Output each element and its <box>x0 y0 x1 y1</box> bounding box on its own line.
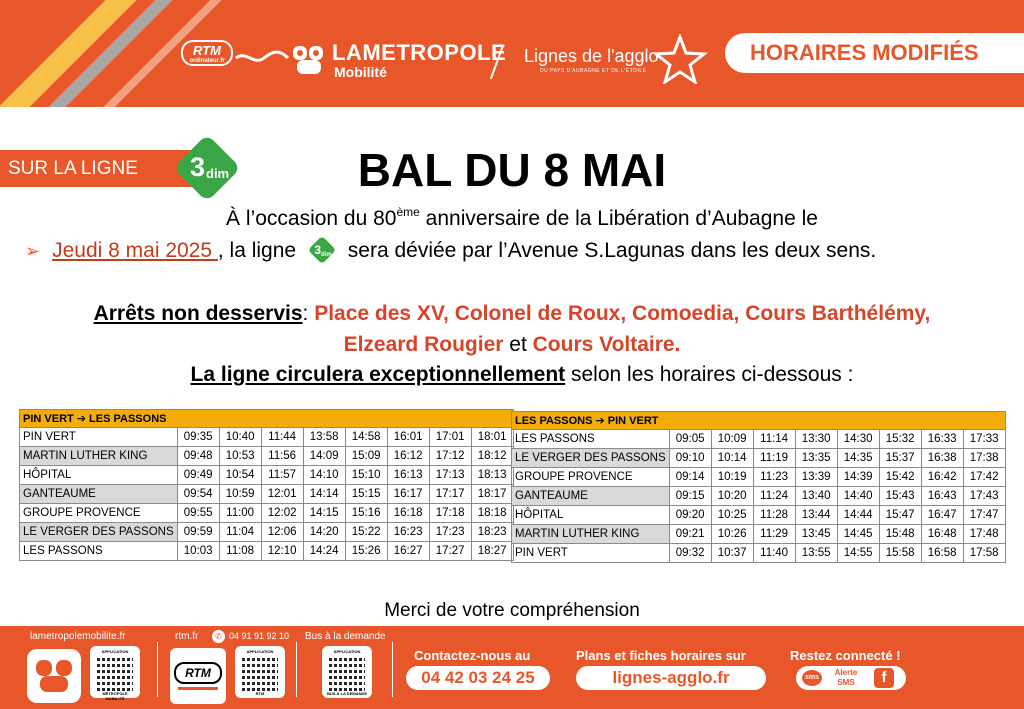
departure-time: 15:58 <box>879 544 921 563</box>
rtm-app-stripe <box>178 687 218 690</box>
table-row <box>512 430 1006 449</box>
departure-time: 09:10 <box>669 449 711 468</box>
table-row <box>20 428 514 447</box>
departure-time: 09:49 <box>177 466 219 485</box>
departure-time: 17:23 <box>429 523 471 542</box>
facebook-icon[interactable]: f <box>874 668 894 688</box>
arrets-list-2: Elzeard Rougier <box>343 333 504 356</box>
stop-name: LES PASSONS <box>20 542 178 561</box>
departure-time: 10:40 <box>219 428 261 447</box>
departure-time: 13:35 <box>795 449 837 468</box>
stop-name: LES PASSONS <box>512 430 670 449</box>
departure-time: 15:22 <box>345 523 387 542</box>
metropole-site-link[interactable]: lametropolemobilite.fr <box>30 631 126 642</box>
departure-time: 11:28 <box>753 506 795 525</box>
departure-time: 09:05 <box>669 430 711 449</box>
departure-time: 11:24 <box>753 487 795 506</box>
rtm-app-icon <box>170 648 226 704</box>
table-row <box>512 449 1006 468</box>
departure-time: 10:37 <box>711 544 753 563</box>
deviation-end: sera déviée par l’Avenue S.Lagunas dans les deux sens. <box>341 239 877 262</box>
agglo-name: Lignes de l'agglo <box>524 46 659 66</box>
metropole-app-icon <box>26 648 82 704</box>
header-banner <box>0 0 1024 107</box>
departure-time: 14:10 <box>303 466 345 485</box>
intro-after: anniversaire de la Libération d’Aubagne le <box>419 207 818 230</box>
agglo-subtitle: DU PAYS D'AUBAGNE ET DE L'ÉTOILE <box>540 68 647 74</box>
departure-time: 11:00 <box>219 504 261 523</box>
stop-name: MARTIN LUTHER KING <box>512 525 670 544</box>
departure-time: 09:32 <box>669 544 711 563</box>
departure-time: 11:57 <box>261 466 303 485</box>
qr-code-pattern <box>242 655 278 691</box>
departure-time: 17:13 <box>429 466 471 485</box>
stop-name: HÔPITAL <box>512 506 670 525</box>
departure-time: 16:27 <box>387 542 429 561</box>
departure-time: 10:20 <box>711 487 753 506</box>
departure-time: 10:19 <box>711 468 753 487</box>
stop-name: GANTEAUME <box>512 487 670 506</box>
departure-time: 17:18 <box>429 504 471 523</box>
phone-icon: ✆ <box>212 630 225 643</box>
stop-name: LE VERGER DES PASSONS <box>512 449 670 468</box>
departure-time: 14:35 <box>837 449 879 468</box>
departure-time: 18:17 <box>471 485 513 504</box>
departure-time: 15:47 <box>879 506 921 525</box>
departure-time: 17:42 <box>963 468 1005 487</box>
departure-time: 15:43 <box>879 487 921 506</box>
table-row <box>20 523 514 542</box>
departure-time: 17:58 <box>963 544 1005 563</box>
departure-time: 18:23 <box>471 523 513 542</box>
departure-time: 16:18 <box>387 504 429 523</box>
departure-time: 15:42 <box>879 468 921 487</box>
departure-time: 14:20 <box>303 523 345 542</box>
departure-time: 11:08 <box>219 542 261 561</box>
rtm-phone: 04 91 91 92 10 <box>229 631 290 641</box>
arrets-list-3: Cours Voltaire. <box>532 333 681 356</box>
departure-time: 09:59 <box>177 523 219 542</box>
departure-time: 14:09 <box>303 447 345 466</box>
departure-time: 14:45 <box>837 525 879 544</box>
timetable-header-row <box>512 412 1006 430</box>
qr-code-pattern <box>97 655 133 691</box>
intro-sup: ème <box>396 205 420 219</box>
departure-time: 09:54 <box>177 485 219 504</box>
departure-time: 14:40 <box>837 487 879 506</box>
departure-time: 11:44 <box>261 428 303 447</box>
line-3dim-small-badge-icon <box>302 237 342 263</box>
departure-time: 16:38 <box>921 449 963 468</box>
departure-time: 10:26 <box>711 525 753 544</box>
departure-time: 15:09 <box>345 447 387 466</box>
departure-time: 12:01 <box>261 485 303 504</box>
departure-time: 11:29 <box>753 525 795 544</box>
rtm-site-link[interactable]: rtm.fr <box>175 631 199 642</box>
departure-time: 16:12 <box>387 447 429 466</box>
departure-time: 15:48 <box>879 525 921 544</box>
qr3-caption: BUS À LA DEMANDE <box>326 691 368 696</box>
departure-time: 14:30 <box>837 430 879 449</box>
table-row <box>512 506 1006 525</box>
departure-time: 14:44 <box>837 506 879 525</box>
stop-name: GROUPE PROVENCE <box>20 504 178 523</box>
departure-time: 09:55 <box>177 504 219 523</box>
departure-time: 10:14 <box>711 449 753 468</box>
alerte-sms-button[interactable] <box>796 666 906 690</box>
departure-time: 16:48 <box>921 525 963 544</box>
rtm-logo: RTM ordinateur.fr <box>181 40 233 66</box>
intro-before: À l’occasion du 80 <box>226 207 397 230</box>
divider <box>157 642 158 697</box>
departure-time: 16:23 <box>387 523 429 542</box>
departure-time: 14:14 <box>303 485 345 504</box>
page-title: BAL DU 8 MAI <box>357 144 667 196</box>
departure-time: 11:40 <box>753 544 795 563</box>
departure-time: 16:47 <box>921 506 963 525</box>
departure-time: 13:40 <box>795 487 837 506</box>
departure-time: 09:15 <box>669 487 711 506</box>
table-row <box>20 447 514 466</box>
departure-time: 13:44 <box>795 506 837 525</box>
departure-time: 14:58 <box>345 428 387 447</box>
contact-label: Contactez-nous au <box>414 648 531 663</box>
sms-icon: sms <box>802 670 822 686</box>
stop-name: LE VERGER DES PASSONS <box>20 523 178 542</box>
departure-time: 09:20 <box>669 506 711 525</box>
arrets-non-desservis <box>0 298 1024 360</box>
departure-time: 15:10 <box>345 466 387 485</box>
table-row <box>512 468 1006 487</box>
departure-time: 10:03 <box>177 542 219 561</box>
arrets-label: Arrêts non desservis <box>93 302 303 325</box>
departure-time: 09:48 <box>177 447 219 466</box>
departure-time: 16:17 <box>387 485 429 504</box>
departure-time: 09:21 <box>669 525 711 544</box>
alerte-sms-label: Alerte SMS <box>834 668 858 687</box>
departure-time: 14:39 <box>837 468 879 487</box>
departure-time: 16:01 <box>387 428 429 447</box>
departure-time: 18:27 <box>471 542 513 561</box>
horaires-modifies-banner: HORAIRES MODIFIÉS <box>750 40 979 65</box>
table-row <box>512 487 1006 506</box>
qr-code-metropole[interactable] <box>90 646 140 701</box>
departure-time: 17:43 <box>963 487 1005 506</box>
departure-time: 12:02 <box>261 504 303 523</box>
metropole-name: LAMETROPOLE <box>332 40 507 65</box>
departure-time: 15:26 <box>345 542 387 561</box>
divider <box>296 642 297 697</box>
departure-time: 12:06 <box>261 523 303 542</box>
departure-time: 11:14 <box>753 430 795 449</box>
departure-time: 11:04 <box>219 523 261 542</box>
plans-label: Plans et fiches horaires sur <box>576 648 746 663</box>
stop-name: MARTIN LUTHER KING <box>20 447 178 466</box>
departure-time: 10:54 <box>219 466 261 485</box>
small-badge-suffix: dim <box>320 252 332 258</box>
departure-time: 15:15 <box>345 485 387 504</box>
departure-time: 13:45 <box>795 525 837 544</box>
circulation-rest: selon les horaires ci-dessous : <box>565 363 854 386</box>
departure-time: 11:19 <box>753 449 795 468</box>
departure-time: 15:32 <box>879 430 921 449</box>
departure-time: 16:43 <box>921 487 963 506</box>
table-row <box>20 542 514 561</box>
departure-time: 13:30 <box>795 430 837 449</box>
departure-time: 14:15 <box>303 504 345 523</box>
departure-time: 17:01 <box>429 428 471 447</box>
departure-time: 17:33 <box>963 430 1005 449</box>
qr3-top: APPLICATION <box>333 649 361 654</box>
metropole-subtitle: Mobilité <box>334 64 387 80</box>
contact-phone[interactable]: 04 42 03 24 25 <box>406 666 550 690</box>
departure-time: 18:13 <box>471 466 513 485</box>
metropole-logo-icon <box>291 42 327 78</box>
table-row <box>512 525 1006 544</box>
merci-message: Merci de votre compréhension <box>384 600 640 621</box>
table-row <box>512 544 1006 563</box>
qr2-caption: RTM <box>255 691 265 696</box>
qr1-top: APPLICATION <box>101 649 129 654</box>
departure-time: 13:55 <box>795 544 837 563</box>
departure-time: 14:24 <box>303 542 345 561</box>
departure-time: 11:56 <box>261 447 303 466</box>
badge-suffix: dim <box>206 166 230 181</box>
stop-name: PIN VERT <box>512 544 670 563</box>
deviation-line <box>25 237 876 263</box>
table-row <box>20 504 514 523</box>
departure-time: 16:42 <box>921 468 963 487</box>
qr-code-pattern <box>329 655 365 691</box>
qr-code-rtm[interactable] <box>235 646 285 698</box>
direction-header: LES PASSONS ➔ PIN VERT <box>512 412 1006 430</box>
stop-name: PIN VERT <box>20 428 178 447</box>
departure-time: 18:18 <box>471 504 513 523</box>
departure-time: 09:35 <box>177 428 219 447</box>
departure-time: 10:25 <box>711 506 753 525</box>
departure-time: 13:58 <box>303 428 345 447</box>
departure-time: 09:14 <box>669 468 711 487</box>
departure-time: 10:53 <box>219 447 261 466</box>
departure-time: 13:39 <box>795 468 837 487</box>
departure-time: 17:27 <box>429 542 471 561</box>
qr1-caption: MÉTROPOLE MOBILITÉ <box>102 691 128 701</box>
departure-time: 10:59 <box>219 485 261 504</box>
small-badge-number: 3 <box>314 243 321 257</box>
stop-name: HÔPITAL <box>20 466 178 485</box>
departure-time: 18:01 <box>471 428 513 447</box>
departure-time: 15:37 <box>879 449 921 468</box>
arrets-et: et <box>503 333 533 356</box>
timetable-pin-vert-to-les-passons <box>19 409 514 561</box>
departure-time: 10:09 <box>711 430 753 449</box>
social-label: Restez connecté ! <box>790 648 901 663</box>
qr2-top: APPLICATION <box>246 649 274 654</box>
table-row <box>20 466 514 485</box>
divider <box>392 642 393 697</box>
timetable-les-passons-to-pin-vert <box>511 411 1006 563</box>
timetable-header-row <box>20 410 514 428</box>
departure-time: 17:12 <box>429 447 471 466</box>
wave-icon <box>234 48 290 68</box>
departure-time: 12:10 <box>261 542 303 561</box>
departure-time: 11:23 <box>753 468 795 487</box>
direction-header: PIN VERT ➔ LES PASSONS <box>20 410 514 428</box>
sur-la-ligne-label: SUR LA LIGNE <box>8 158 138 179</box>
star-icon <box>652 34 708 84</box>
table-row <box>20 485 514 504</box>
bullet-arrow-icon: ➢ <box>25 241 41 261</box>
bus-a-la-demande: Bus à la demande <box>305 631 386 642</box>
circulation-bold: La ligne circulera exceptionnellement <box>190 363 566 386</box>
stop-name: GANTEAUME <box>20 485 178 504</box>
departure-time: 15:16 <box>345 504 387 523</box>
plans-site-link[interactable]: lignes-agglo.fr <box>576 666 766 690</box>
deviation-mid: , la ligne <box>217 239 302 262</box>
circulation-notice <box>0 363 1024 387</box>
departure-time: 17:38 <box>963 449 1005 468</box>
departure-time: 18:12 <box>471 447 513 466</box>
intro-line <box>0 205 1024 231</box>
departure-time: 17:47 <box>963 506 1005 525</box>
arrets-colon: : <box>302 302 315 325</box>
footer <box>0 626 1024 709</box>
departure-time: 17:48 <box>963 525 1005 544</box>
departure-time: 16:13 <box>387 466 429 485</box>
departure-time: 14:55 <box>837 544 879 563</box>
departure-time: 16:33 <box>921 430 963 449</box>
departure-time: 17:17 <box>429 485 471 504</box>
badge-number: 3 <box>189 152 205 182</box>
departure-time: 16:58 <box>921 544 963 563</box>
stop-name: GROUPE PROVENCE <box>512 468 670 487</box>
arrets-list-1: Place des XV, Colonel de Roux, Comoedia, Cours Barthélémy, <box>314 302 931 325</box>
qr-code-bus-demande[interactable] <box>322 646 372 698</box>
rtm-app-logo: RTM <box>174 662 222 684</box>
date-link[interactable]: Jeudi 8 mai 2025 <box>52 239 218 262</box>
